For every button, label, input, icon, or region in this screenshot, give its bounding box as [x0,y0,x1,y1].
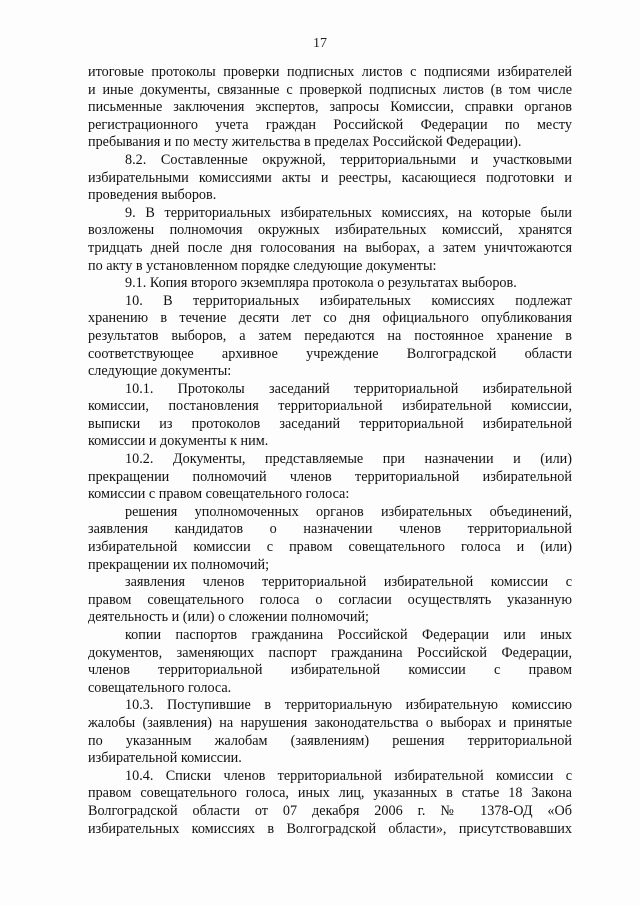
text-line: комиссии, постановления территориальной избирательной комиссии, [88,398,572,415]
text-line: избирательных комиссиях в Волгоградской области», присутствовавших [88,820,572,837]
text-line: регистрационного учета граждан Российской Федерации по месту [88,116,572,133]
text-line: документов, заменяющих паспорт гражданина Российской Федерации, [88,644,572,661]
text-line: 10.1. Протоколы заседаний территориальной избирательной [125,380,572,397]
text-line: хранению в течение десяти лет со дня официального опубликования [88,310,572,327]
text-line: 10. В территориальных избирательных комиссиях подлежат [125,292,572,309]
text-line: жалобы (заявления) на нарушения законодательства о выборах и принятые [88,714,572,731]
text-line: решения уполномоченных органов избирательных объединений, [125,503,572,520]
text-line: заявления кандидатов о назначении членов территориальной [88,521,572,538]
text-line: избирательной комиссии. [88,750,242,767]
text-line: прекращении полномочий членов территориальной избирательной [88,468,572,485]
text-line: письменные заключения экспертов, запросы Комиссии, справки органов [88,99,572,116]
page-number: 17 [313,36,327,51]
text-line: 9.1. Копия второго экземпляра протокола о результатах выборов. [125,275,517,292]
text-line: комиссии и документы к ним. [88,433,269,450]
text-line: деятельность и (или) о сложении полномочий; [88,609,369,626]
text-line: правом совещательного голоса о согласии осуществлять указанную [88,591,572,608]
text-line: 8.2. Составленные окружной, территориальными и участковыми [125,151,572,168]
text-line: пребывания и по месту жительства в пределах Российской Федерации). [88,134,522,151]
body-text [88,64,572,838]
text-line: членов территориальной избирательной комиссии с правом [88,662,572,679]
text-line: итоговые протоколы проверки подписных листов с подписями избирателей [88,64,572,80]
text-line: прекращении их полномочий; [88,556,270,573]
text-line: Волгоградской области от 07 декабря 2006 г. № 1378-ОД «Об [88,802,572,819]
text-line: по указанным жалобам (заявлениям) решения территориальной [88,732,572,749]
text-line: совещательного голоса. [88,679,232,696]
text-line: выписки из протоколов заседаний территориальной избирательной [88,415,572,432]
text-line: избирательной комиссии с правом совещательного голоса и (или) [88,539,572,556]
text-line: 10.2. Документы, представляемые при назначении и (или) [125,451,572,468]
text-line: результатов выборов, а затем передаются на постоянное хранение в [88,327,572,344]
text-line: 10.4. Списки членов территориальной избирательной комиссии с [125,767,572,784]
text-line: проведения выборов. [88,187,217,204]
text-line: по акту в установленном порядке следующие документы: [88,257,437,274]
text-line: следующие документы: [88,363,232,380]
text-line: заявления членов территориальной избирательной комиссии с [125,574,572,591]
text-line: соответствующее архивное учреждение Волгоградской области [88,345,572,362]
text-line: копии паспортов гражданина Российской Федерации или иных [125,627,572,643]
text-line: избирательными комиссиями акты и реестры, касающиеся подготовки и [88,169,572,186]
text-line: 10.3. Поступившие в территориальную избирательную комиссию [125,697,572,714]
text-line: тридцать дней после дня голосования на выборах, а затем уничтожаются [88,239,572,256]
text-line: комиссии с правом совещательного голоса: [88,486,350,503]
text-line: и иные документы, связанные с проверкой подписных листов (в том числе [88,81,572,98]
text-line: правом совещательного голоса, иных лиц, указанных в статье 18 Закона [88,785,572,802]
text-line: возложены полномочия окружных избирательных комиссий, хранятся [88,222,572,239]
text-line: 9. В территориальных избирательных комиссиях, на которые были [125,204,572,221]
